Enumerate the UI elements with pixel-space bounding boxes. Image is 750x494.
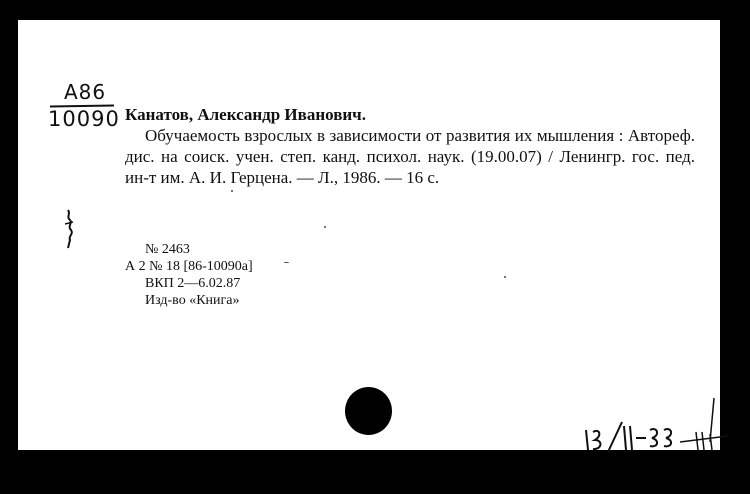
paper-speck: [504, 276, 506, 278]
handwritten-side-mark: [62, 208, 76, 250]
publisher-line: Изд-во «Книга»: [145, 293, 240, 308]
shelfmark-top: A86: [64, 80, 107, 104]
shelfmark: [48, 82, 120, 130]
record-number: № 2463: [145, 242, 190, 257]
punch-hole: [345, 387, 392, 435]
handwritten-date-note: [578, 392, 738, 462]
paper-speck: [284, 262, 289, 263]
bibliographic-entry: [125, 104, 695, 188]
record-metadata: [125, 241, 253, 309]
shelfmark-bottom: 10090: [48, 107, 120, 131]
author-name: Канатов, Александр Иванович.: [125, 105, 367, 124]
catalog-line: А 2 № 18 [86-10090а]: [125, 259, 253, 274]
vkp-line: ВКП 2—6.02.87: [145, 276, 241, 291]
catalog-card: [18, 20, 720, 450]
paper-speck: [231, 190, 233, 192]
work-description: Обучаемость взрослых в зависимости от развития их мышления : Автореф. дис. на соиск. учен. степ. канд. психол. наук. (19.00.07) / Ленингр. гос. пед. ин-т им. А. И. Герцена. — Л., 1986. — 16 с.: [125, 126, 695, 187]
paper-speck: [324, 226, 326, 228]
